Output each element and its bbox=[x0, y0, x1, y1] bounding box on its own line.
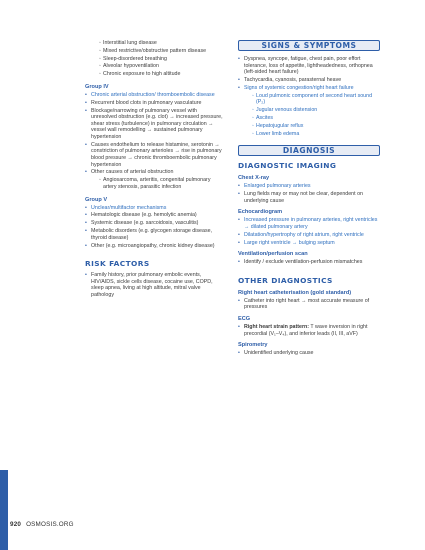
chest-xray-heading: Chest X-ray bbox=[238, 175, 270, 182]
risk-factors-list bbox=[85, 272, 223, 298]
list-item: • Family history, prior pulmonary embolic events, HIV/AIDS, sickle cells disease, cocaine use, COPD, sleep apnea, living at high altitude, mitral valve pathology bbox=[85, 272, 223, 298]
list-item: ◦ Jugular venous distension bbox=[252, 107, 380, 114]
vq-scan-list bbox=[238, 259, 380, 266]
group4-heading: Group IV bbox=[85, 83, 109, 90]
page-footer bbox=[10, 521, 74, 528]
symptoms-list bbox=[238, 56, 380, 92]
list-item: ◦ Angiosarcoma, arteritis, congenital pulmonary artery stenosis, parasitic infection bbox=[99, 177, 223, 190]
echocardiogram-list bbox=[238, 217, 380, 246]
group5-list bbox=[85, 205, 223, 250]
list-item: • Other (e.g. microangiopathy, chronic kidney disease) bbox=[85, 243, 223, 250]
vq-scan-heading: Ventilation/perfusion scan bbox=[238, 251, 308, 258]
left-column bbox=[85, 40, 223, 300]
symptoms-sublist bbox=[252, 93, 380, 137]
list-item: • Dyspnea, syncope, fatigue, chest pain, poor effort tolerance, loss of appetite, lightheadedness, orthopnea (left-sided heart failure) bbox=[238, 56, 380, 76]
list-item: • Catheter into right heart → most accurate measure of pressures bbox=[238, 298, 380, 311]
list-item: • Large right ventricle → bulging septum bbox=[238, 240, 380, 247]
list-item bbox=[238, 324, 380, 337]
ecg-strain-text: T wave inversion in right precordial (V₁–V₄), and inferior leads (II, III, aVF) bbox=[244, 324, 368, 337]
list-item: ◦ Alveolar hypoventilation bbox=[99, 63, 223, 70]
list-item: • Chronic arterial obstruction/ thromboembolic disease bbox=[85, 92, 223, 99]
echocardiogram-heading: Echocardiogram bbox=[238, 209, 283, 216]
other-diagnostics-heading: OTHER DIAGNOSTICS bbox=[238, 275, 333, 285]
group3-sublist bbox=[99, 40, 223, 78]
list-item: • Enlarged pulmonary arteries bbox=[238, 183, 380, 190]
list-item: ◦ Interstitial lung disease bbox=[99, 40, 223, 47]
spirometry-heading: Spirometry bbox=[238, 342, 268, 349]
spirometry-list bbox=[238, 350, 380, 357]
ecg-list bbox=[238, 324, 380, 337]
list-item: • Increased pressure in pulmonary arteries, right ventricles → dilated pulmonary artery bbox=[238, 217, 380, 230]
ecg-heading: ECG bbox=[238, 316, 251, 322]
list-item: • Hematologic disease (e.g. hemolytic anemia) bbox=[85, 212, 223, 219]
list-item: • Dilatation/hypertrophy of right atrium, right ventricle bbox=[238, 232, 380, 239]
list-item: • Signs of systemic congestion/right heart failure bbox=[238, 85, 380, 92]
page-edge-tab bbox=[0, 470, 8, 550]
group4-sublist bbox=[99, 177, 223, 190]
list-item: • Unclear/multifactor mechanisms bbox=[85, 205, 223, 212]
chest-xray-list bbox=[238, 183, 380, 204]
risk-factors-heading: RISK FACTORS bbox=[85, 259, 150, 269]
list-item: • Systemic disease (e.g. sarcoidosis, vasculitis) bbox=[85, 220, 223, 227]
group5-heading: Group V bbox=[85, 196, 108, 203]
catheterisation-list bbox=[238, 298, 380, 311]
signs-symptoms-banner: SIGNS & SYMPTOMS bbox=[238, 40, 380, 51]
list-item: • Other causes of arterial obstruction bbox=[85, 169, 223, 176]
catheterisation-heading: Right heart catheterisation (gold standard) bbox=[238, 289, 352, 296]
page-number: 920 bbox=[10, 521, 22, 528]
list-item: ◦ Chronic exposure to high altitude bbox=[99, 71, 223, 78]
list-item: ◦ Ascites bbox=[252, 115, 380, 122]
right-column bbox=[238, 40, 380, 358]
diagnosis-banner: DIAGNOSIS bbox=[238, 145, 380, 156]
list-item: ◦ Loud pulmonic component of second heart sound (P₂) bbox=[252, 93, 380, 106]
list-item: • Tachycardia, cyanosis, parasternal heave bbox=[238, 77, 380, 84]
list-item: • Blockage/narrowing of pulmonary vessel with unresolved obstruction (e.g. clot) → increased pressure, shear stress (turbulence) in pulmonary circulation → vessel wall remodelling → sustained pulmonary hypertension bbox=[85, 108, 223, 141]
list-item: • Recurrent blood clots in pulmonary vasculature bbox=[85, 100, 223, 107]
list-item: • Causes endothelium to release histamine, serotonin → constriction of pulmonary arterioles → rise in pulmonary blood pressure → chronic thromboembolic pulmonary hypertension bbox=[85, 142, 223, 168]
list-item: • Unidentified underlying cause bbox=[238, 350, 380, 357]
list-item: • Metabolic disorders (e.g. glycogen storage disease, thyroid disease) bbox=[85, 228, 223, 241]
diagnostic-imaging-heading: DIAGNOSTIC IMAGING bbox=[238, 161, 337, 171]
group4-list bbox=[85, 92, 223, 176]
list-item: ◦ Sleep-disordered breathing bbox=[99, 56, 223, 63]
list-item: ◦ Mixed restrictive/obstructive pattern disease bbox=[99, 48, 223, 55]
list-item: • Identify / exclude ventilation-perfusion mismatches bbox=[238, 259, 380, 266]
ecg-strain-label: Right heart strain pattern: bbox=[244, 324, 310, 330]
site-name: OSMOSIS.ORG bbox=[26, 521, 74, 528]
list-item: ◦ Lower limb edema bbox=[252, 131, 380, 138]
list-item: • Lung fields may or may not be clear, dependent on underlying cause bbox=[238, 191, 380, 204]
list-item: ◦ Hepatojugular reflux bbox=[252, 123, 380, 130]
